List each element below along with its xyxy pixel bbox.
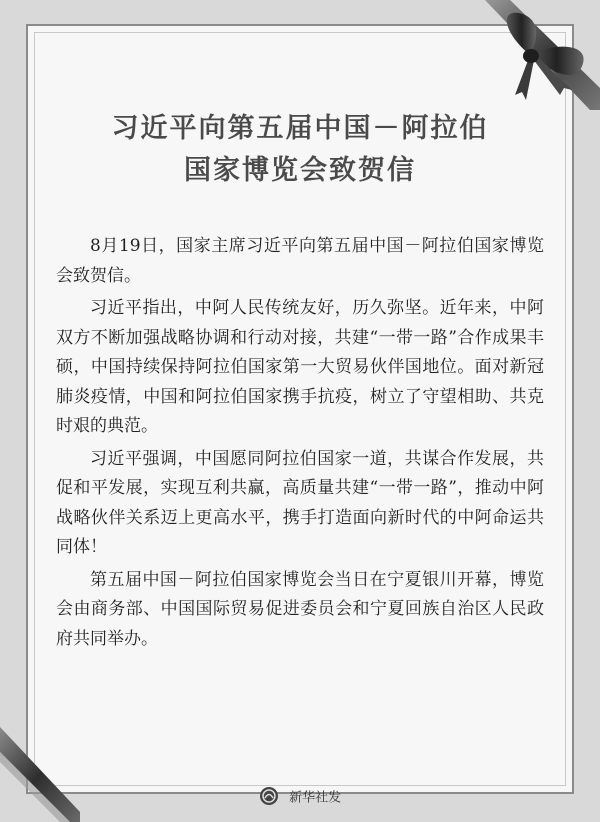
ribbon-band-icon bbox=[0, 712, 80, 822]
page-title bbox=[28, 108, 572, 192]
paragraph: 习近平指出，中阿人民传统友好，历久弥坚。近年来，中阿双方不断加强战略协调和行动对接，共建“一带一路”合作成果丰硕，中国持续保持阿拉伯国家第一大贸易伙伴国地位。面对新冠肺炎疫情，中国和阿拉伯国家携手抗疫，树立了守望相助、共克时艰的典范。 bbox=[56, 298, 544, 436]
paragraph: 第五届中国－阿拉伯国家博览会当日在宁夏银川开幕，博览会由商务部、中国国际贸易促进委员会和宁夏回族自治区人民政府共同举办。 bbox=[56, 569, 544, 649]
title-line-1: 习近平向第五届中国－阿拉伯 bbox=[111, 113, 489, 144]
article-body bbox=[56, 232, 544, 657]
source-credit bbox=[0, 786, 600, 806]
source-label: 新华社发 bbox=[289, 790, 342, 806]
xinhua-logo-icon bbox=[259, 786, 279, 806]
paragraph: 习近平强调，中国愿同阿拉伯国家一道，共谋合作发展，共促和平发展，实现互利共赢，高质量共建“一带一路”，推动中阿战略伙伴关系迈上更高水平，携手打造面向新时代的中阿命运共同体！ bbox=[56, 448, 544, 557]
ribbon-bow-icon bbox=[430, 0, 600, 110]
title-line-2: 国家博览会致贺信 bbox=[184, 155, 416, 186]
paragraph: 8月19日，国家主席习近平向第五届中国－阿拉伯国家博览会致贺信。 bbox=[56, 236, 544, 286]
